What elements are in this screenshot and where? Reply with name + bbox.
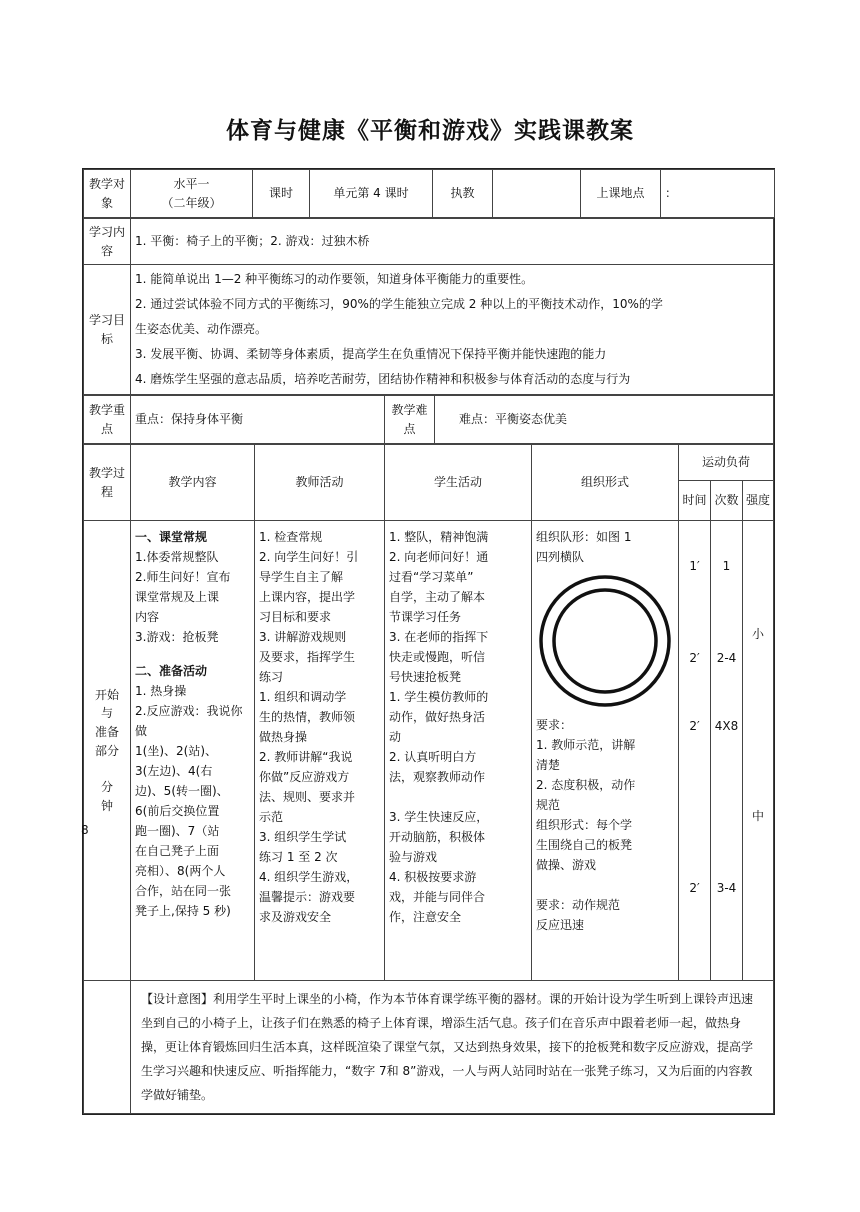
teacher-line: 练习 — [259, 670, 284, 684]
part-label-line: 与 — [100, 706, 113, 721]
student-line: 2. 认真听明白方 — [389, 750, 477, 764]
teacher-line: 4. 组织学生游戏， — [259, 870, 359, 884]
time-value: 2′ — [689, 651, 700, 665]
count-value: 2-4 — [716, 651, 737, 665]
student-line: 验与游戏 — [389, 850, 438, 864]
design-intent: 【设计意图】利用学生平时上课坐的小椅，作为本节体育课学练平衡的器材。课的开始计设为学生听到上课铃声迅速坐到自己的小椅子上，让孩子们在熟悉的椅子上体育课，增添生活气息。孩子们在音乐声中跟着老师一起，做热身操，更让体育锻炼回归生活本真，这样既渲染了课堂气氛，又达到热身效果，接下的抢板凳和数字反应游戏，提高学生学习兴趣和快速反应、听指挥能力，“数字 7和 8”游戏，一人与两人站同时站在一张凳子练习，又为后面的内容教学做好铺垫。 — [131, 981, 774, 1114]
col-teacher: 教师活动 — [255, 445, 385, 521]
student-line: 3. 学生快速反应， — [389, 810, 489, 824]
org-req-label: 要求： — [536, 718, 573, 732]
content-line — [135, 647, 250, 661]
content-line: 合作，站在同一张 — [135, 884, 232, 898]
organization — [532, 521, 679, 981]
content-line: 凳子上,保持 5 秒) — [135, 904, 231, 918]
count-value: 1 — [722, 559, 731, 573]
org-req3: 反应迅速 — [536, 918, 585, 932]
teacher-line: 2. 教师讲解“我说 — [259, 750, 353, 764]
key-label: 教学重点 — [84, 396, 131, 444]
design-left-cell — [84, 981, 131, 1114]
content-line: 在自己凳子上面 — [135, 844, 220, 858]
teacher-label: 执教 — [433, 170, 493, 218]
student-line: 号快速抢板凳 — [389, 670, 462, 684]
count-value: 4X8 — [714, 719, 739, 733]
lesson-plan-table — [82, 168, 775, 1115]
org-req-line: 2. 态度积极，动作 — [536, 778, 636, 792]
teacher-line: 你做”反应游戏方 — [259, 770, 350, 784]
teacher-line: 上课内容，提出学 — [259, 590, 356, 604]
time-value: 2′ — [689, 719, 700, 733]
goal-item: 2. 通过尝试体验不同方式的平衡练习，90%的学生能独立完成 2 种以上的平衡技术动作，10%的学 — [135, 297, 663, 311]
hard-text: 难点：平衡姿态优美 — [435, 396, 774, 444]
student-line: 3. 在老师的指挥下 — [389, 630, 489, 644]
strength-column — [743, 521, 774, 981]
part-label-line: 部分 — [94, 743, 119, 758]
content-line: 2.反应游戏：我说你做 — [135, 704, 243, 738]
org-req3: 要求：动作规范 — [536, 898, 621, 912]
col-content: 教学内容 — [131, 445, 255, 521]
part-label-line: 钟 — [100, 798, 113, 813]
target-label: 教学对象 — [84, 170, 131, 218]
part-label-line — [84, 760, 130, 778]
content-line: 1. 热身操 — [135, 684, 187, 698]
teacher-line: 1. 组织和调动学 — [259, 690, 347, 704]
goals-label: 学习目标 — [84, 265, 131, 395]
content-line: 2.师生问好！宣布 — [135, 570, 231, 584]
time-value: 1′ — [689, 559, 700, 573]
level-cell — [131, 170, 253, 218]
org-formation: 组织队形：如图 1 — [536, 530, 632, 544]
org-req-line: 清楚 — [536, 758, 561, 772]
teacher-value — [493, 170, 581, 218]
count-header: 次数 — [711, 481, 743, 521]
focus-table — [83, 395, 774, 444]
level-line2: （二年级） — [161, 195, 222, 210]
count-value: 3-4 — [716, 881, 737, 895]
student-line — [389, 787, 527, 807]
goal-item: 3. 发展平衡、协调、柔韧等身体素质，提高学生在负重情况下保持平衡并能快速跑的能力 — [135, 347, 607, 361]
section-heading: 二、准备活动 — [135, 664, 208, 678]
content-line: 亮相）、8(两个人 — [135, 864, 226, 878]
student-line: 1. 学生模仿教师的 — [389, 690, 489, 704]
student-line: 过看“学习菜单” — [389, 570, 474, 584]
teacher-line: 1. 检查常规 — [259, 530, 323, 544]
part-minutes: 8 — [81, 823, 89, 837]
student-line: 2. 向老师问好！通 — [389, 550, 489, 564]
process-label: 教学过程 — [84, 445, 131, 521]
content-line: 1(坐)、2(站)、 — [135, 744, 217, 758]
goal-item: 4. 磨炼学生坚强的意志品质，培养吃苦耐劳，团结协作精神和积极参与体育活动的态度与行为 — [135, 372, 631, 386]
teacher-line: 温馨提示：游戏要 — [259, 890, 356, 904]
strength-header: 强度 — [743, 481, 774, 521]
content-label: 学习内容 — [84, 219, 131, 265]
part-label-line: 分 — [100, 780, 113, 795]
goals-list — [131, 265, 774, 395]
info-table — [83, 169, 775, 218]
content-line: 3.游戏：抢板凳 — [135, 630, 219, 644]
org-spacer — [536, 875, 674, 895]
col-org: 组织形式 — [532, 445, 679, 521]
content-line: 3(左边)、4(右 — [135, 764, 213, 778]
teacher-line: 法、规则、要求并 — [259, 790, 356, 804]
org-formation-2: 四列横队 — [536, 550, 585, 564]
teacher-line: 导学生自主了解 — [259, 570, 344, 584]
student-line: 自学，主动了解本 — [389, 590, 486, 604]
teacher-line: 练习 1 至 2 次 — [259, 850, 338, 864]
teacher-line: 做热身操 — [259, 730, 308, 744]
goal-item: 1. 能简单说出 1—2 种平衡练习的动作要领，知道身体平衡能力的重要性。 — [135, 272, 534, 286]
teacher-line: 3. 讲解游戏规则 — [259, 630, 347, 644]
period-label: 课时 — [253, 170, 310, 218]
org-form-line: 做操、游戏 — [536, 858, 597, 872]
count-column — [711, 521, 743, 981]
place-label: 上课地点 — [581, 170, 661, 218]
content-table — [83, 218, 774, 395]
key-text: 重点：保持身体平衡 — [131, 396, 385, 444]
content-line: 跑一圈)、7（站 — [135, 824, 220, 838]
content-text: 1. 平衡：椅子上的平衡；2. 游戏：过独木桥 — [131, 219, 774, 265]
org-form-line: 组织形式：每个学 — [536, 818, 633, 832]
teacher-line: 示范 — [259, 810, 284, 824]
teacher-line: 习目标和要求 — [259, 610, 332, 624]
teacher-line: 求及游戏安全 — [259, 910, 332, 924]
content-line: 内容 — [135, 610, 160, 624]
student-line: 快走或慢跑，听信 — [389, 650, 486, 664]
part-label-line: 开始 — [94, 687, 119, 702]
goal-item: 生姿态优美、动作漂亮。 — [135, 322, 268, 336]
period-value: 单元第 4 课时 — [310, 170, 433, 218]
student-activities — [385, 521, 532, 981]
student-line: 作，注意安全 — [389, 910, 462, 924]
time-value: 2′ — [689, 881, 700, 895]
level-line1: 水平一 — [173, 176, 210, 191]
place-value: ： — [661, 170, 775, 218]
student-line: 戏，并能与同伴合 — [389, 890, 486, 904]
org-req-line: 1. 教师示范，讲解 — [536, 738, 636, 752]
student-line: 4. 积极按要求游 — [389, 870, 477, 884]
teacher-line: 3. 组织学生学试 — [259, 830, 347, 844]
student-line: 动作，做好热身活 — [389, 710, 486, 724]
student-line: 1. 整队，精神饱满 — [389, 530, 489, 544]
formation-circle-diagram — [537, 573, 673, 709]
teaching-content — [131, 521, 255, 981]
document-title: 体育与健康《平衡和游戏》实践课教案 — [226, 118, 634, 144]
content-line: 1.体委常规整队 — [135, 550, 219, 564]
org-form-line: 生围绕自己的板凳 — [536, 838, 633, 852]
content-line: 6(前后交换位置 — [135, 804, 220, 818]
load-header: 运动负荷 — [679, 445, 774, 481]
section-heading: 一、课堂常规 — [135, 530, 208, 544]
content-line: 边)、5(转一圈)、 — [135, 784, 229, 798]
part-label-line: 准备 — [94, 724, 119, 739]
student-line: 开动脑筋，积极体 — [389, 830, 486, 844]
teacher-activities — [255, 521, 385, 981]
part-label — [81, 521, 131, 981]
teacher-line: 2. 向学生问好！引 — [259, 550, 359, 564]
col-student: 学生活动 — [385, 445, 532, 521]
strength-value: 小 — [751, 627, 764, 641]
teacher-line: 及要求，指挥学生 — [259, 650, 356, 664]
student-line: 动 — [389, 730, 402, 744]
time-header: 时间 — [679, 481, 711, 521]
org-req-line: 规范 — [536, 798, 561, 812]
hard-label: 教学难点 — [385, 396, 435, 444]
strength-value: 中 — [751, 809, 764, 823]
content-line: 课堂常规及上课 — [135, 590, 220, 604]
process-table — [83, 444, 774, 1114]
student-line: 节课学习任务 — [389, 610, 462, 624]
time-column — [679, 521, 711, 981]
student-line: 法，观察教师动作 — [389, 770, 486, 784]
teacher-line: 生的热情，教师领 — [259, 710, 356, 724]
